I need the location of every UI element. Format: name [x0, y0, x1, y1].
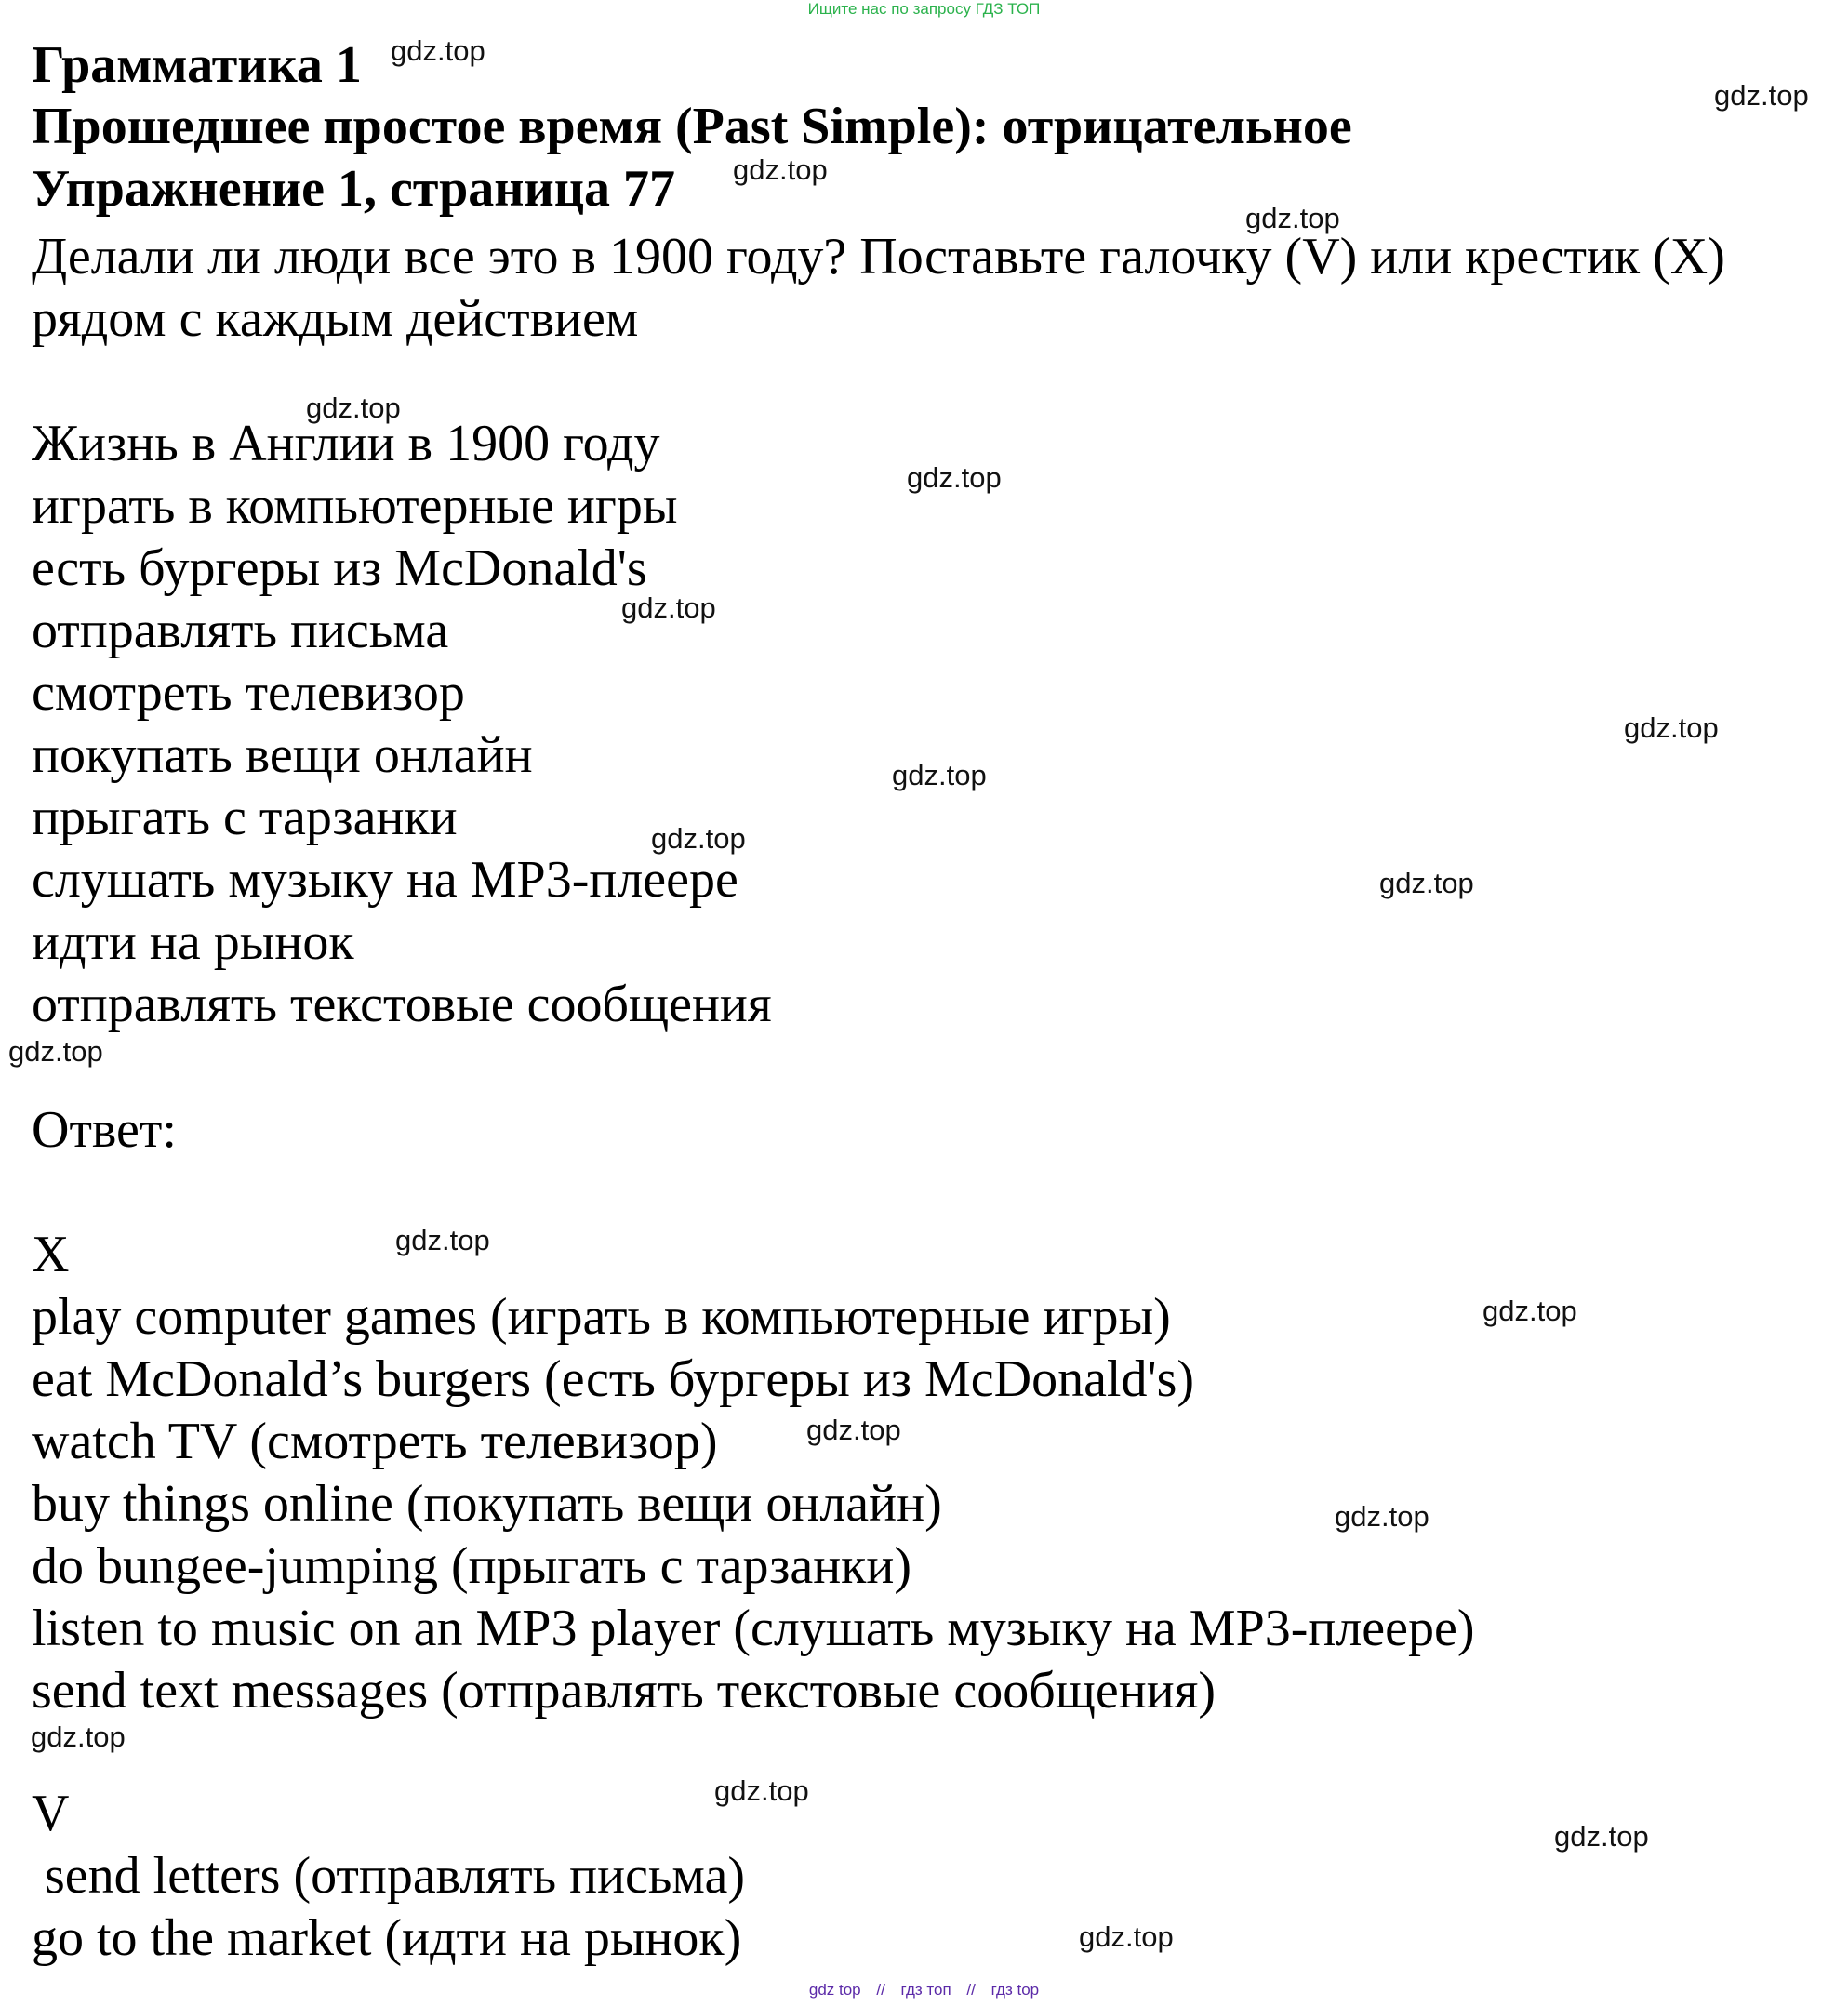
exercise-heading: Упражнение 1, страница 77: [32, 160, 676, 218]
watermark: gdz.top: [31, 1720, 126, 1753]
task-line-2: рядом с каждым действием: [32, 290, 639, 348]
answer-item: play computer games (играть в компьютерные игры): [32, 1288, 1171, 1346]
bottom-banner-separator: //: [876, 1981, 885, 1999]
answer-item: listen to music on an MP3 player (слушать музыку на MP3-плеере): [32, 1600, 1475, 1657]
top-banner: Ищите нас по запросу ГДЗ ТОП: [807, 0, 1041, 18]
list-item: есть бургеры из McDonald's: [32, 539, 647, 597]
watermark: gdz.top: [806, 1414, 901, 1446]
watermark: gdz.top: [1714, 79, 1809, 112]
list-item: смотреть телевизор: [32, 664, 465, 722]
list-title: Жизнь в Англии в 1900 году: [32, 415, 660, 472]
watermark: gdz.top: [391, 34, 485, 67]
watermark: gdz.top: [621, 591, 716, 624]
list-item: отправлять письма: [32, 602, 449, 659]
watermark: gdz.top: [395, 1224, 490, 1256]
watermark: gdz.top: [1554, 1820, 1649, 1853]
bottom-banner-part: гдз топ: [900, 1981, 951, 1999]
answer-item: do bungee-jumping (прыгать с тарзанки): [32, 1537, 911, 1595]
bottom-banner-separator: //: [966, 1981, 976, 1999]
answer-item: send text messages (отправлять текстовые сообщения): [32, 1662, 1216, 1720]
bottom-banner-part: gdz top: [808, 1981, 861, 1999]
watermark: gdz.top: [8, 1035, 103, 1068]
page-title: Грамматика 1: [32, 36, 362, 94]
bottom-banner-part: гдз top: [990, 1981, 1040, 1999]
answer-item: eat McDonald’s burgers (есть бургеры из McDonald's): [32, 1350, 1195, 1408]
answer-item: send letters (отправлять письма): [32, 1847, 745, 1905]
list-item: слушать музыку на MP3-плеере: [32, 851, 738, 909]
watermark: gdz.top: [1624, 711, 1719, 744]
watermark: gdz.top: [306, 392, 401, 424]
watermark: gdz.top: [907, 461, 1002, 494]
watermark: gdz.top: [1335, 1500, 1429, 1533]
cross-mark: X: [32, 1226, 70, 1283]
watermark: gdz.top: [1245, 202, 1340, 234]
tick-mark: V: [32, 1785, 70, 1842]
answer-label: Ответ:: [32, 1101, 177, 1159]
bottom-banner: [0, 1981, 1848, 1999]
list-item: прыгать с тарзанки: [32, 789, 458, 846]
watermark: gdz.top: [651, 822, 746, 855]
answer-item: watch TV (смотреть телевизор): [32, 1413, 718, 1470]
answer-item: buy things online (покупать вещи онлайн): [32, 1475, 942, 1533]
watermark: gdz.top: [892, 759, 987, 791]
watermark: gdz.top: [733, 153, 828, 186]
list-item: идти на рынок: [32, 913, 354, 971]
watermark: gdz.top: [714, 1774, 809, 1807]
page-subtitle: Прошедшее простое время (Past Simple): отрицательное: [32, 98, 1352, 155]
watermark: gdz.top: [1079, 1920, 1174, 1953]
watermark: gdz.top: [1482, 1295, 1577, 1327]
task-line-1: Делали ли люди все это в 1900 году? Поставьте галочку (V) или крестик (X): [32, 228, 1725, 286]
list-item: отправлять текстовые сообщения: [32, 976, 772, 1033]
watermark: gdz.top: [1379, 867, 1474, 899]
answer-item: go to the market (идти на рынок): [32, 1909, 742, 1967]
list-item: покупать вещи онлайн: [32, 726, 533, 784]
list-item: играть в компьютерные игры: [32, 477, 678, 535]
